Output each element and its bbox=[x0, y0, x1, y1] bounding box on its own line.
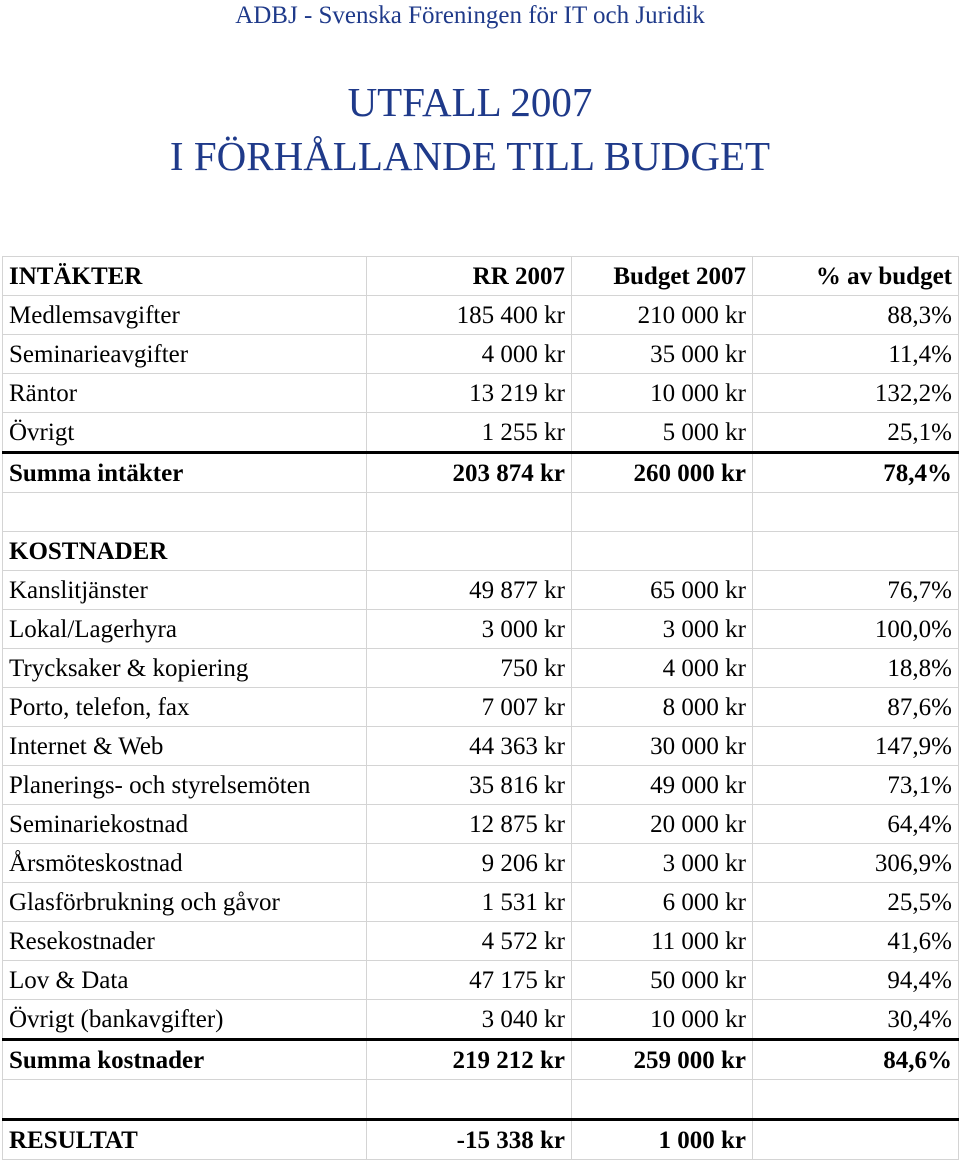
cost-row bbox=[3, 688, 959, 727]
income-row bbox=[3, 413, 959, 453]
cost-row bbox=[3, 883, 959, 922]
cell-rr2007: 13 219 kr bbox=[367, 374, 572, 413]
cell-rr2007: 3 000 kr bbox=[367, 610, 572, 649]
cell-percent: 94,4% bbox=[753, 961, 959, 1000]
cell-percent: 147,9% bbox=[753, 727, 959, 766]
cell-percent: 64,4% bbox=[753, 805, 959, 844]
empty-cell bbox=[572, 532, 753, 571]
cell-budget2007: 50 000 kr bbox=[572, 961, 753, 1000]
cell-label: Seminarieavgifter bbox=[3, 335, 367, 374]
cell-rr2007: 1 531 kr bbox=[367, 883, 572, 922]
cell-rr2007: 49 877 kr bbox=[367, 571, 572, 610]
cell-label: Övrigt bbox=[3, 413, 367, 453]
cell-label bbox=[3, 493, 367, 532]
cell-rr2007: 185 400 kr bbox=[367, 296, 572, 335]
cell-percent: 41,6% bbox=[753, 922, 959, 961]
cell-budget2007: 4 000 kr bbox=[572, 649, 753, 688]
cell-label: Trycksaker & kopiering bbox=[3, 649, 367, 688]
cell-budget2007: 65 000 kr bbox=[572, 571, 753, 610]
cost-row bbox=[3, 727, 959, 766]
header-cell-percent: % av budget bbox=[753, 257, 959, 296]
cell-percent: 306,9% bbox=[753, 844, 959, 883]
page-title-line-2: I FÖRHÅLLANDE TILL BUDGET bbox=[169, 133, 771, 179]
cell-budget2007: 6 000 kr bbox=[572, 883, 753, 922]
cost-row bbox=[3, 766, 959, 805]
cell-percent: 73,1% bbox=[753, 766, 959, 805]
cost-row bbox=[3, 571, 959, 610]
cell-label: RESULTAT bbox=[3, 1120, 367, 1160]
cell-label: Medlemsavgifter bbox=[3, 296, 367, 335]
cell-budget2007: 3 000 kr bbox=[572, 610, 753, 649]
cell-budget2007: 30 000 kr bbox=[572, 727, 753, 766]
table-header-row bbox=[3, 257, 959, 296]
income-row bbox=[3, 335, 959, 374]
cell-budget2007: 210 000 kr bbox=[572, 296, 753, 335]
empty-cell bbox=[367, 532, 572, 571]
spacer-row bbox=[3, 1080, 959, 1120]
cell-rr2007: 219 212 kr bbox=[367, 1040, 572, 1080]
cell-rr2007: 1 255 kr bbox=[367, 413, 572, 453]
cell-budget2007: 10 000 kr bbox=[572, 1000, 753, 1040]
cell-rr2007: 9 206 kr bbox=[367, 844, 572, 883]
cost-row bbox=[3, 1000, 959, 1040]
cost-total-row bbox=[3, 1040, 959, 1080]
cell-budget2007: 1 000 kr bbox=[572, 1120, 753, 1160]
cell-percent: 76,7% bbox=[753, 571, 959, 610]
cell-budget2007: 11 000 kr bbox=[572, 922, 753, 961]
cell-rr2007: 12 875 kr bbox=[367, 805, 572, 844]
cell-rr2007: 750 kr bbox=[367, 649, 572, 688]
header-cell-category: INTÄKTER bbox=[3, 257, 367, 296]
cell-label: Årsmöteskostnad bbox=[3, 844, 367, 883]
cell-label: Lov & Data bbox=[3, 961, 367, 1000]
cell-label: Summa intäkter bbox=[3, 453, 367, 493]
cell-rr2007: -15 338 kr bbox=[367, 1120, 572, 1160]
cell-label: Summa kostnader bbox=[3, 1040, 367, 1080]
cost-row bbox=[3, 805, 959, 844]
cell-rr2007: 47 175 kr bbox=[367, 961, 572, 1000]
cell-budget2007: 3 000 kr bbox=[572, 844, 753, 883]
cell-rr2007: 203 874 kr bbox=[367, 453, 572, 493]
cost-row bbox=[3, 961, 959, 1000]
cell-rr2007: 7 007 kr bbox=[367, 688, 572, 727]
cell-rr2007: 44 363 kr bbox=[367, 727, 572, 766]
cell-percent: 88,3% bbox=[753, 296, 959, 335]
cell-budget2007: 49 000 kr bbox=[572, 766, 753, 805]
cell-rr2007 bbox=[367, 493, 572, 532]
cell-percent: 30,4% bbox=[753, 1000, 959, 1040]
income-row bbox=[3, 374, 959, 413]
cell-budget2007: 20 000 kr bbox=[572, 805, 753, 844]
cell-rr2007: 4 572 kr bbox=[367, 922, 572, 961]
cell-percent: 100,0% bbox=[753, 610, 959, 649]
cell-label: Internet & Web bbox=[3, 727, 367, 766]
income-row bbox=[3, 296, 959, 335]
cell-rr2007 bbox=[367, 1080, 572, 1120]
result-row bbox=[3, 1120, 959, 1160]
cell-percent: 87,6% bbox=[753, 688, 959, 727]
cell-percent bbox=[753, 1080, 959, 1120]
page-title-line-1: UTFALL 2007 bbox=[347, 79, 593, 125]
cost-row bbox=[3, 610, 959, 649]
cell-percent: 78,4% bbox=[753, 453, 959, 493]
cell-budget2007: 5 000 kr bbox=[572, 413, 753, 453]
cell-label bbox=[3, 1080, 367, 1120]
cell-percent: 11,4% bbox=[753, 335, 959, 374]
cell-budget2007: 260 000 kr bbox=[572, 453, 753, 493]
costs-heading: KOSTNADER bbox=[3, 532, 367, 571]
cell-rr2007: 35 816 kr bbox=[367, 766, 572, 805]
cell-rr2007: 3 040 kr bbox=[367, 1000, 572, 1040]
cost-row bbox=[3, 844, 959, 883]
cell-percent: 84,6% bbox=[753, 1040, 959, 1080]
cell-label: Övrigt (bankavgifter) bbox=[3, 1000, 367, 1040]
cell-label: Lokal/Lagerhyra bbox=[3, 610, 367, 649]
header-cell-budget2007: Budget 2007 bbox=[572, 257, 753, 296]
cost-row bbox=[3, 922, 959, 961]
income-total-row bbox=[3, 453, 959, 493]
budget-table bbox=[2, 256, 959, 1160]
cell-budget2007: 10 000 kr bbox=[572, 374, 753, 413]
cell-rr2007: 4 000 kr bbox=[367, 335, 572, 374]
cell-budget2007: 259 000 kr bbox=[572, 1040, 753, 1080]
organization-name: ADBJ - Svenska Föreningen för IT och Juridik bbox=[235, 2, 705, 29]
cell-label: Glasförbrukning och gåvor bbox=[3, 883, 367, 922]
cell-percent: 132,2% bbox=[753, 374, 959, 413]
header-cell-rr2007: RR 2007 bbox=[367, 257, 572, 296]
cell-percent: 25,5% bbox=[753, 883, 959, 922]
cell-budget2007 bbox=[572, 493, 753, 532]
cell-label: Resekostnader bbox=[3, 922, 367, 961]
costs-heading-row bbox=[3, 532, 959, 571]
empty-cell bbox=[753, 532, 959, 571]
cell-percent: 25,1% bbox=[753, 413, 959, 453]
cell-percent: 18,8% bbox=[753, 649, 959, 688]
cell-label: Porto, telefon, fax bbox=[3, 688, 367, 727]
cell-label: Planerings- och styrelsemöten bbox=[3, 766, 367, 805]
cell-percent bbox=[753, 1120, 959, 1160]
cost-row bbox=[3, 649, 959, 688]
cell-budget2007: 35 000 kr bbox=[572, 335, 753, 374]
cell-label: Seminariekostnad bbox=[3, 805, 367, 844]
cell-label: Kanslitjänster bbox=[3, 571, 367, 610]
cell-budget2007 bbox=[572, 1080, 753, 1120]
cell-label: Räntor bbox=[3, 374, 367, 413]
spacer-row bbox=[3, 493, 959, 532]
cell-percent bbox=[753, 493, 959, 532]
cell-budget2007: 8 000 kr bbox=[572, 688, 753, 727]
budget-table-body bbox=[3, 257, 959, 1160]
